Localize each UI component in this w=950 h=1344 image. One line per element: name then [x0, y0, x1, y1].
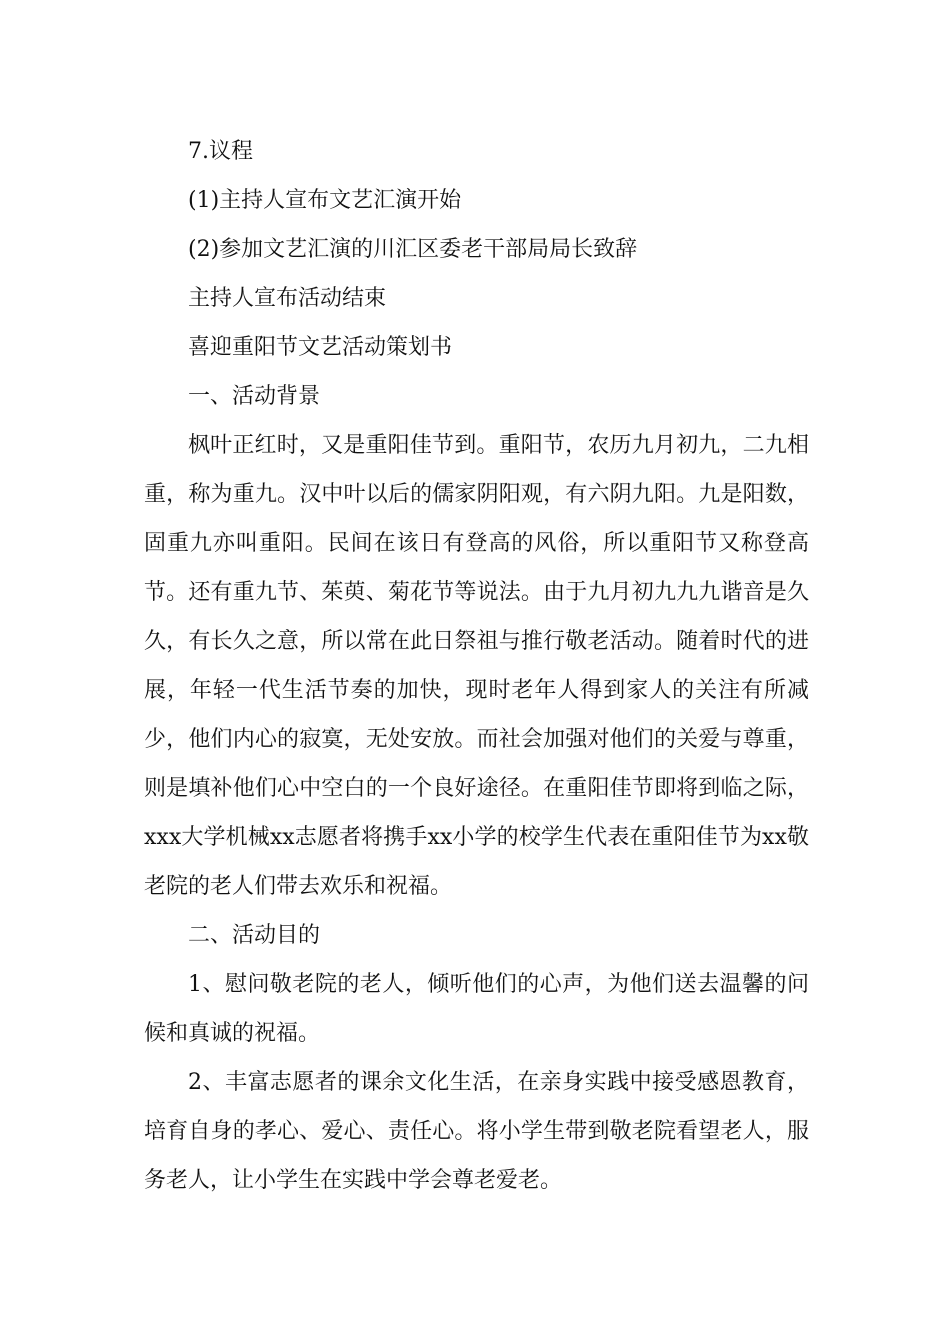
- purpose-item-2: 2、丰富志愿者的课余文化生活，在亲身实践中接受感恩教育，培育自身的孝心、爱心、责任心。将小学生带到敬老院看望老人，服务老人，让小学生在实践中学会尊老爱老。: [144, 1070, 809, 1193]
- section-heading-background: 一、活动背景: [188, 384, 321, 409]
- agenda-item-1: (1)主持人宣布文艺汇演开始: [188, 188, 462, 213]
- document-body: [144, 127, 809, 1205]
- plan-title: 喜迎重阳节文艺活动策划书: [188, 335, 453, 360]
- section-heading-purpose: 二、活动目的: [188, 923, 321, 948]
- purpose-item-1: 1、慰问敬老院的老人，倾听他们的心声，为他们送去温馨的问候和真诚的祝福。: [144, 972, 809, 1046]
- agenda-heading: 7.议程: [188, 139, 253, 164]
- agenda-item-2: (2)参加文艺汇演的川汇区委老干部局局长致辞: [188, 237, 638, 262]
- agenda-closing: 主持人宣布活动结束: [188, 286, 387, 311]
- background-paragraph: 枫叶正红时，又是重阳佳节到。重阳节，农历九月初九，二九相重，称为重九。汉中叶以后的儒家阴阳观，有六阴九阳。九是阳数，固重九亦叫重阳。民间在该日有登高的风俗，所以重阳节又称登高节。还有重九节、茱萸、菊花节等说法。由于九月初九九九谐音是久久，有长久之意，所以常在此日祭祖与推行敬老活动。随着时代的进展，年轻一代生活节奏的加快，现时老年人得到家人的关注有所减少，他们内心的寂寞，无处安放。而社会加强对他们的关爱与尊重，则是填补他们心中空白的一个良好途径。在重阳佳节即将到临之际，xxx大学机械xx志愿者将携手xx小学的校学生代表在重阳佳节为xx敬老院的老人们带去欢乐和祝福。: [144, 433, 809, 899]
